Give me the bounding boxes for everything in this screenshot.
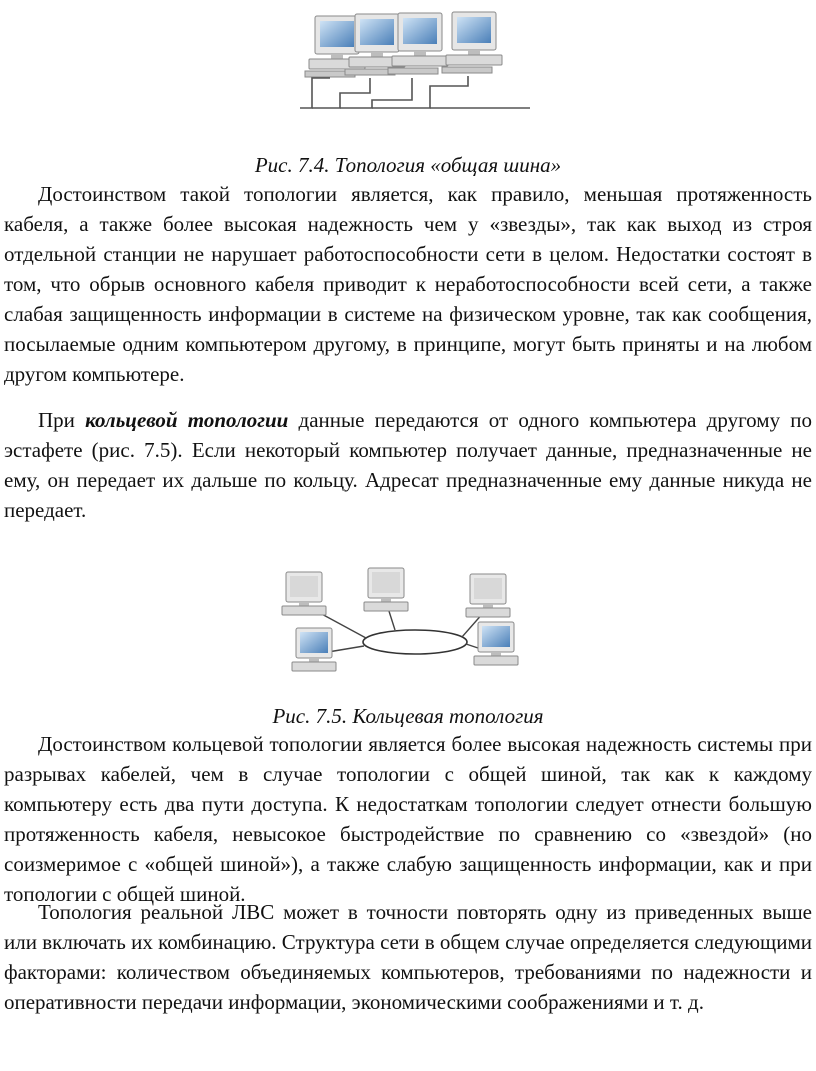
paragraph-bus-advantages: Достоинством такой топологии является, как правило, меньшая протяженность кабеля, а также более высокая надежность чем у «звезды», так как выход из строя отдельной станции не нарушает работоспособности сети в целом. Недостатки состоят в том, что обрыв основного кабеля приводит к неработоспособности всей сети, а также слабая защищенность информации в системе на физическом уровне, так как сообщения, посылаемые одним компьютером другому, в принципе, могут быть приняты и на любом другом компьютере. [4, 182, 812, 386]
computer-icon [442, 12, 502, 73]
ring-topology-term: кольцевой топологии [85, 408, 289, 432]
bus-topology-diagram-icon [0, 8, 816, 138]
paragraph-real-lan-topology: Топология реальной ЛВС может в точности повторять одну из приведенных выше или включать их комбинацию. Структура сети в общем случае определяется следующими факторами: количеством объединяемых компьютеров, требованиями по надежности и оперативности передачи информации, экономическими соображениями и т. д. [4, 900, 812, 1014]
computer-icon [282, 572, 326, 615]
paragraph-ring-advantages: Достоинством кольцевой топологии является более высокая надежность системы при разрывах кабелей, чем в случае топологии с общей шиной, так как к каждому компьютеру есть два пути доступа. К недостаткам топологии следует отнести большую протяженность кабеля, невысокое быстродействие по сравнению со «звездой» (но соизмеримое с «общей шиной»), а также слабую защищенность информации, как и при топологии с общей шиной. [4, 732, 812, 906]
computer-icon [292, 628, 336, 671]
ring-topology-diagram-icon [0, 560, 816, 695]
computer-icon [364, 568, 408, 611]
bus-topology-figure [0, 8, 816, 138]
figure-caption-ring: Рис. 7.5. Кольцевая топология [272, 704, 544, 728]
paragraph-ring-intro: При кольцевой топологии данные передаются от одного компьютера другому по эстафете (рис. 7.5). Если некоторый компьютер получает данные, предназначенные не ему, он передает их дальше по кольцу. Адресат предназначенные ему данные никуда не передает. [4, 408, 812, 522]
figure-caption-bus: Рис. 7.4. Топология «общая шина» [254, 153, 562, 177]
ring-topology-figure [0, 560, 816, 695]
computer-icon [466, 574, 510, 617]
computer-icon [474, 622, 518, 665]
